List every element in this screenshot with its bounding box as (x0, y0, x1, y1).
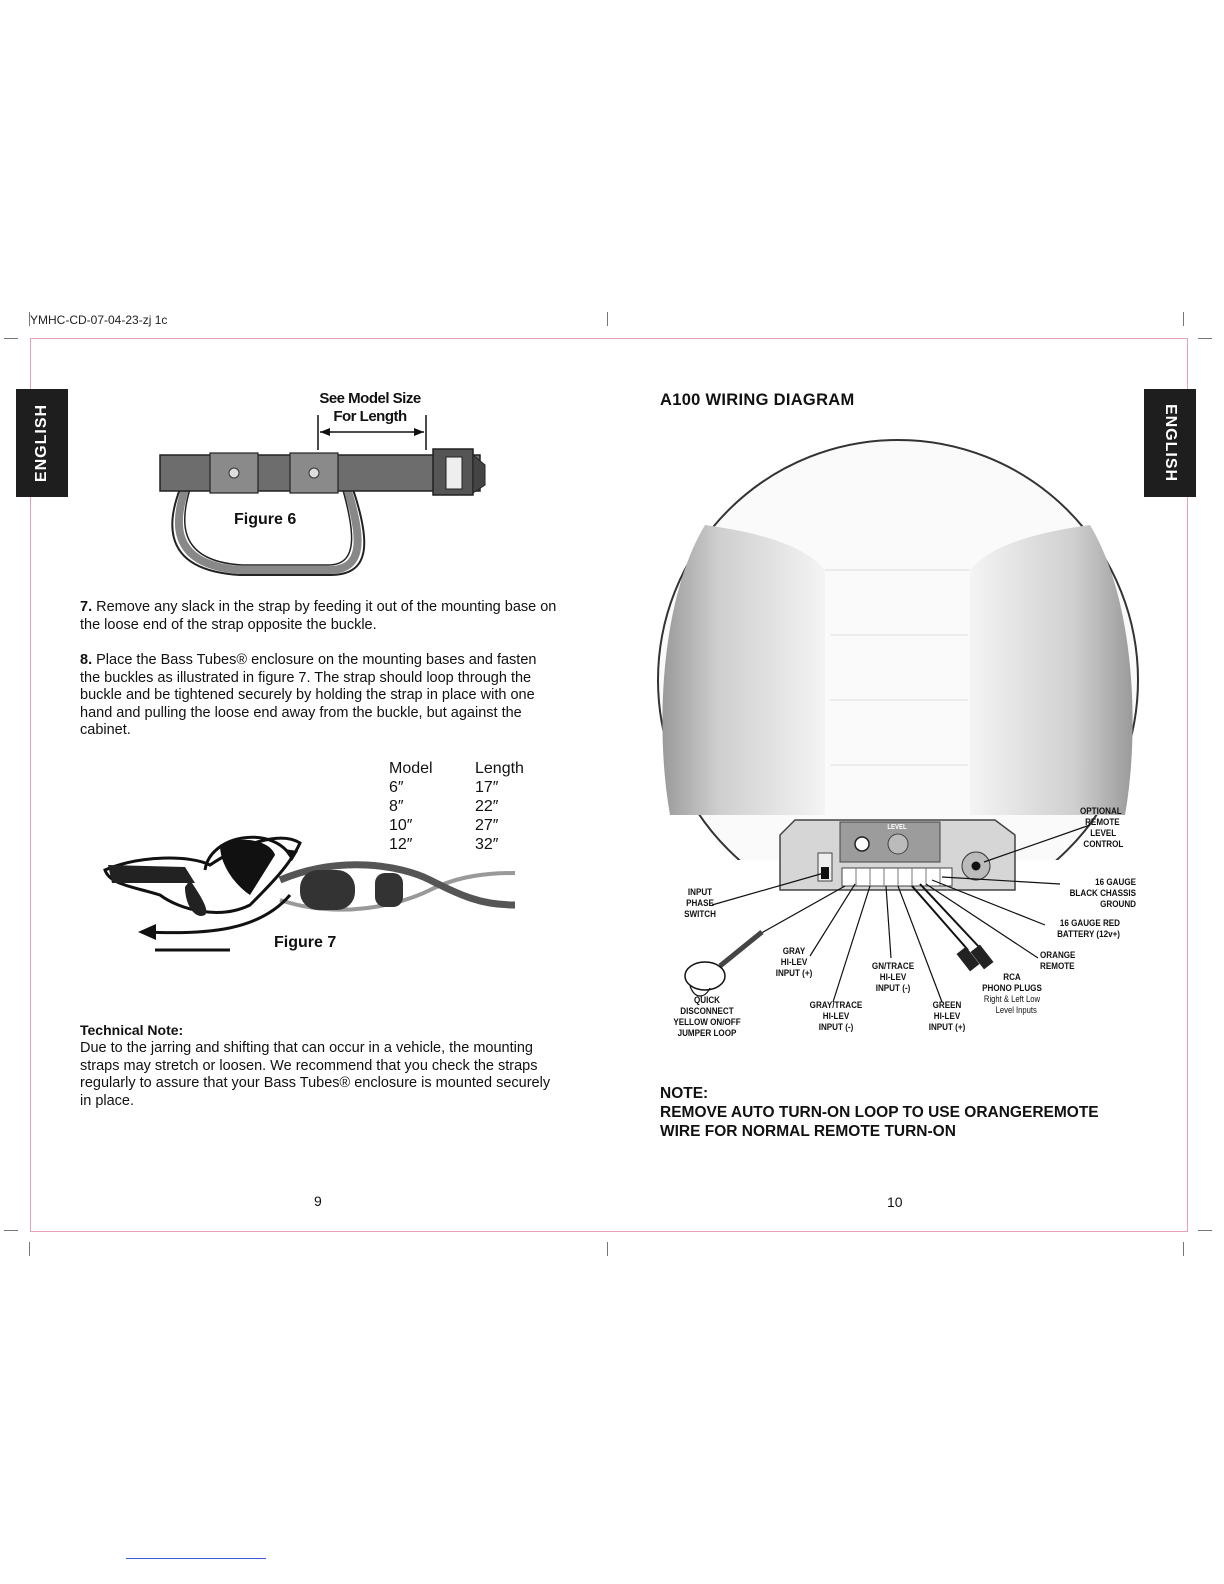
label-line: INPUT (687, 887, 713, 898)
table-row (389, 778, 524, 797)
step-8-number: 8. (80, 652, 93, 668)
table-cell-length: 32″ (475, 836, 499, 853)
crop-mark (1183, 312, 1184, 326)
table-row (389, 797, 524, 816)
label-line: Right & Left Low (983, 994, 1041, 1004)
label-line: GN/TRACE (871, 961, 915, 972)
label-line: OPTIONAL (1080, 806, 1122, 817)
label-line: PHONO PLUGS (982, 983, 1042, 994)
table-header (389, 759, 524, 778)
label-line: 16 GAUGE (1095, 877, 1136, 888)
step-7-paragraph (80, 599, 560, 634)
language-tab-right-label: ENGLISH (1162, 403, 1179, 483)
table-cell-model: 6″ (389, 779, 404, 796)
figure6-dimension-line1: See Model Size (319, 390, 421, 407)
label-line: REMOTE (1040, 961, 1075, 972)
label-line: ORANGE (1040, 950, 1076, 961)
label-line: LEVEL (1090, 828, 1117, 839)
table-header-model: Model (389, 760, 433, 777)
step-7-text: Remove any slack in the strap by feeding it out of the mounting base on the loose end of the strap opposite the buckle. (80, 599, 557, 633)
step-8-text: Place the Bass Tubes® enclosure on the mounting bases and fasten the buckles as illustrated in figure 7. The strap should loop through the buckle and be tightened securely by holding the strap in place with one hand and pulling the loose end away from the buckle, but against the cabinet. (80, 652, 537, 738)
table-cell-length: 17″ (475, 779, 499, 796)
label-input-phase-switch (675, 887, 726, 920)
label-line: CONTROL (1083, 839, 1124, 850)
label-rca-phono-plugs (976, 972, 1047, 1016)
label-quick-disconnect-jumper-loop (669, 995, 746, 1039)
bottom-rule (126, 1558, 266, 1559)
label-gray-trace-hi-lev-input-minus (802, 1000, 870, 1033)
technical-note-text: Due to the jarring and shifting that can occur in a vehicle, the mounting straps may stretch or loosen. We recommend that you check the straps regularly to assure that your Bass Tubes® enclosure is mounted securely in place. (80, 1040, 551, 1109)
note-line-1: REMOVE AUTO TURN-ON LOOP TO USE ORANGEREMOTE (660, 1104, 1099, 1121)
label-16-gauge-black-chassis-ground (1054, 877, 1136, 910)
note-line-2: WIRE FOR NORMAL REMOTE TURN-ON (660, 1123, 956, 1140)
wiring-diagram-title: A100 WIRING DIAGRAM (660, 391, 855, 409)
table-header-length: Length (475, 760, 524, 777)
label-line: HI-LEV (933, 1011, 961, 1022)
label-line: SWITCH (684, 909, 716, 920)
level-knob-label: LEVEL (887, 824, 907, 831)
label-gn-trace-hi-lev-input-minus (863, 961, 923, 994)
table-cell-model: 10″ (389, 817, 413, 834)
language-tab-left-label: ENGLISH (33, 403, 50, 483)
label-line: PHASE (686, 898, 714, 909)
crop-mark (29, 312, 30, 326)
language-tab-left (16, 389, 68, 497)
table-cell-model: 8″ (389, 798, 404, 815)
label-line: RCA (1003, 972, 1021, 983)
label-optional-remote-level-control (1080, 806, 1123, 850)
label-line: HI-LEV (879, 972, 907, 983)
language-tab-right (1144, 389, 1196, 497)
crop-mark (29, 1242, 30, 1256)
label-line: BATTERY (12v+) (1057, 929, 1120, 940)
table-cell-length: 22″ (475, 798, 499, 815)
label-orange-remote (1040, 950, 1075, 972)
crop-mark (1198, 338, 1212, 339)
label-gray-hi-lev-input-plus (769, 946, 820, 979)
label-line: YELLOW ON/OFF (673, 1017, 741, 1028)
label-line: REMOTE (1085, 817, 1120, 828)
label-line: GRAY (782, 946, 806, 957)
crop-mark (4, 1230, 18, 1231)
crop-mark (607, 1242, 608, 1256)
note-title: NOTE: (660, 1085, 709, 1102)
figure6-dimension-line2: For Length (333, 408, 407, 425)
label-line: JUMPER LOOP (677, 1028, 737, 1039)
label-16-gauge-red-battery (1035, 918, 1120, 940)
note-block (660, 1084, 1099, 1141)
label-line: GREEN (932, 1000, 962, 1011)
crop-mark (1183, 1242, 1184, 1256)
step-7-number: 7. (80, 599, 93, 615)
figure6-strap-illustration (150, 405, 500, 585)
figure6-caption: Figure 6 (234, 511, 297, 528)
label-line: BLACK CHASSIS (1069, 888, 1136, 899)
label-line: HI-LEV (780, 957, 808, 968)
label-line: INPUT (-) (818, 1022, 854, 1033)
label-line: INPUT (+) (775, 968, 813, 979)
label-line: INPUT (-) (875, 983, 911, 994)
crop-mark (4, 338, 18, 339)
crop-mark (1198, 1230, 1212, 1231)
step-8-paragraph (80, 652, 560, 740)
figure7-caption: Figure 7 (274, 934, 337, 951)
label-green-hi-lev-input-plus (922, 1000, 973, 1033)
label-line: INPUT (+) (928, 1022, 966, 1033)
label-line: Level Inputs (995, 1005, 1037, 1015)
print-slug: YMHC-CD-07-04-23-zj 1c (30, 313, 168, 327)
label-line: QUICK (693, 995, 721, 1006)
label-line: 16 GAUGE RED (1059, 918, 1120, 929)
label-line: GROUND (1100, 899, 1136, 910)
label-line: GRAY/TRACE (809, 1000, 863, 1011)
crop-mark (607, 312, 608, 326)
page-number-left: 9 (314, 1193, 322, 1209)
table-cell-length: 27″ (475, 817, 499, 834)
label-line: HI-LEV (822, 1011, 850, 1022)
table-cell-model: 12″ (389, 836, 413, 853)
page-number-right: 10 (887, 1194, 903, 1210)
label-line: DISCONNECT (680, 1006, 734, 1017)
technical-note-title: Technical Note: (80, 1022, 184, 1038)
